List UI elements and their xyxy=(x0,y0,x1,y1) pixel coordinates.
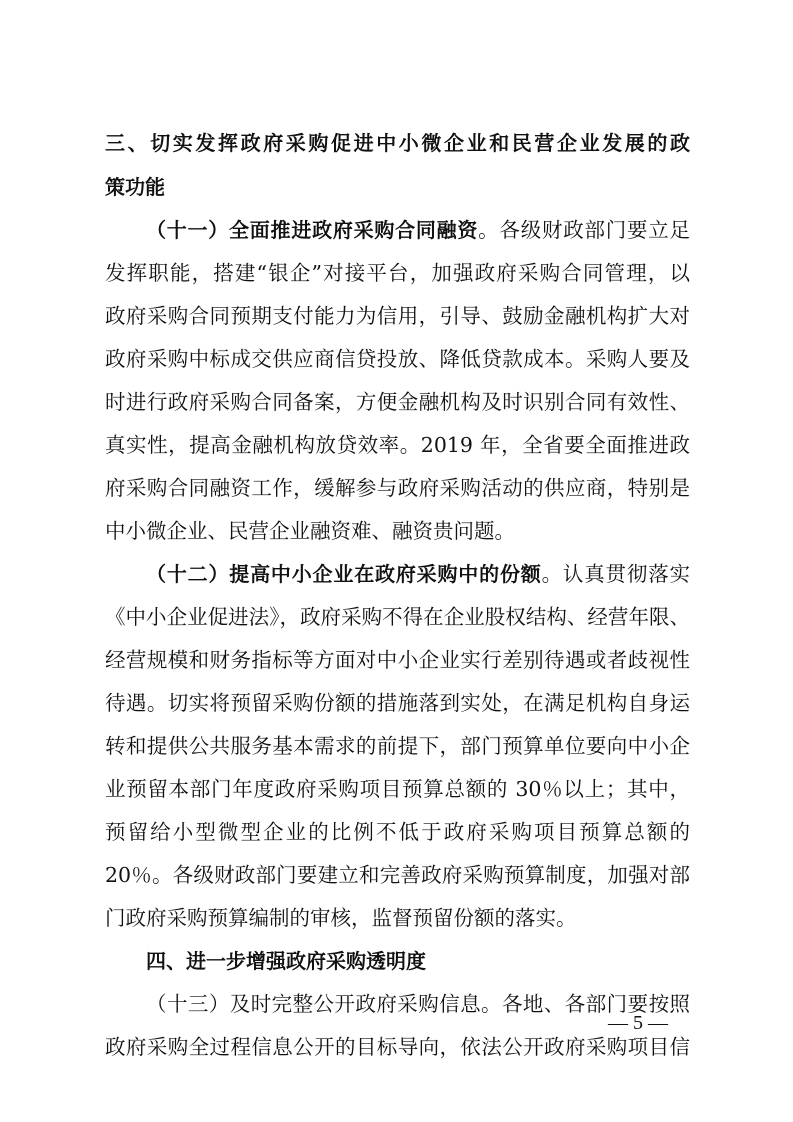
paragraph-line: 转和提供公共服务基本需求的前提下，部门预算单位要向中小企 xyxy=(105,734,690,758)
page-number: — 5 — xyxy=(608,1012,668,1034)
section-heading-4: 四、进一步增强政府采购透明度 xyxy=(146,949,426,973)
paragraph-line: 府采购合同融资工作，缓解参与政府采购活动的供应商，特别是 xyxy=(105,476,690,500)
paragraph-line: 政府采购中标成交供应商信贷投放、降低贷款成本。采购人要及 xyxy=(105,347,690,371)
paragraph-line: 经营规模和财务指标等方面对中小企业实行差别待遇或者歧视性 xyxy=(105,648,690,672)
clause-11-text: 。各级财政部门要立足 xyxy=(478,218,690,242)
clause-12-title: （十二）提高中小企业在政府采购中的份额 xyxy=(146,562,542,586)
clause-12-text: 。认真贯彻落实 xyxy=(541,562,690,586)
paragraph-line: 中小微企业、民营企业融资难、融资贵问题。 xyxy=(105,519,515,543)
paragraph-line: 《中小企业促进法》，政府采购不得在企业股权结构、经营年限、 xyxy=(105,605,690,629)
paragraph-line: 政府采购合同预期支付能力为信用，引导、鼓励金融机构扩大对 xyxy=(105,304,690,328)
section-heading-3-cont: 策功能 xyxy=(105,175,165,199)
section-heading-3: 三、切实发挥政府采购促进中小微企业和民营企业发展的政 xyxy=(105,131,690,155)
clause-11-title: （十一）全面推进政府采购合同融资 xyxy=(146,218,479,242)
paragraph-line: 发挥职能，搭建“银企”对接平台，加强政府采购合同管理，以 xyxy=(105,261,690,285)
paragraph-line: 预留给小型微型企业的比例不低于政府采购项目预算总额的 xyxy=(105,820,690,844)
clause-13-text: 及时完整公开政府采购信息。各地、各部门要按照 xyxy=(229,992,690,1016)
clause-11-first-line xyxy=(146,210,690,250)
clause-13-number: （十三） xyxy=(146,992,230,1016)
paragraph-line: 20％。各级财政部门要建立和完善政府采购预算制度，加强对部 xyxy=(105,863,690,887)
paragraph-line: 业预留本部门年度政府采购项目预算总额的 30％以上；其中， xyxy=(105,777,690,801)
paragraph-line: 政府采购全过程信息公开的目标导向，依法公开政府采购项目信 xyxy=(105,1035,690,1059)
paragraph-line: 时进行政府采购合同备案，方便金融机构及时识别合同有效性、 xyxy=(105,390,690,414)
paragraph-line: 真实性，提高金融机构放贷效率。2019 年，全省要全面推进政 xyxy=(105,433,690,457)
paragraph-line: 门政府采购预算编制的审核，监督预留份额的落实。 xyxy=(105,906,577,930)
paragraph-line: 待遇。切实将预留采购份额的措施落到实处，在满足机构自身运 xyxy=(105,691,690,715)
clause-12-first-line xyxy=(146,554,690,594)
